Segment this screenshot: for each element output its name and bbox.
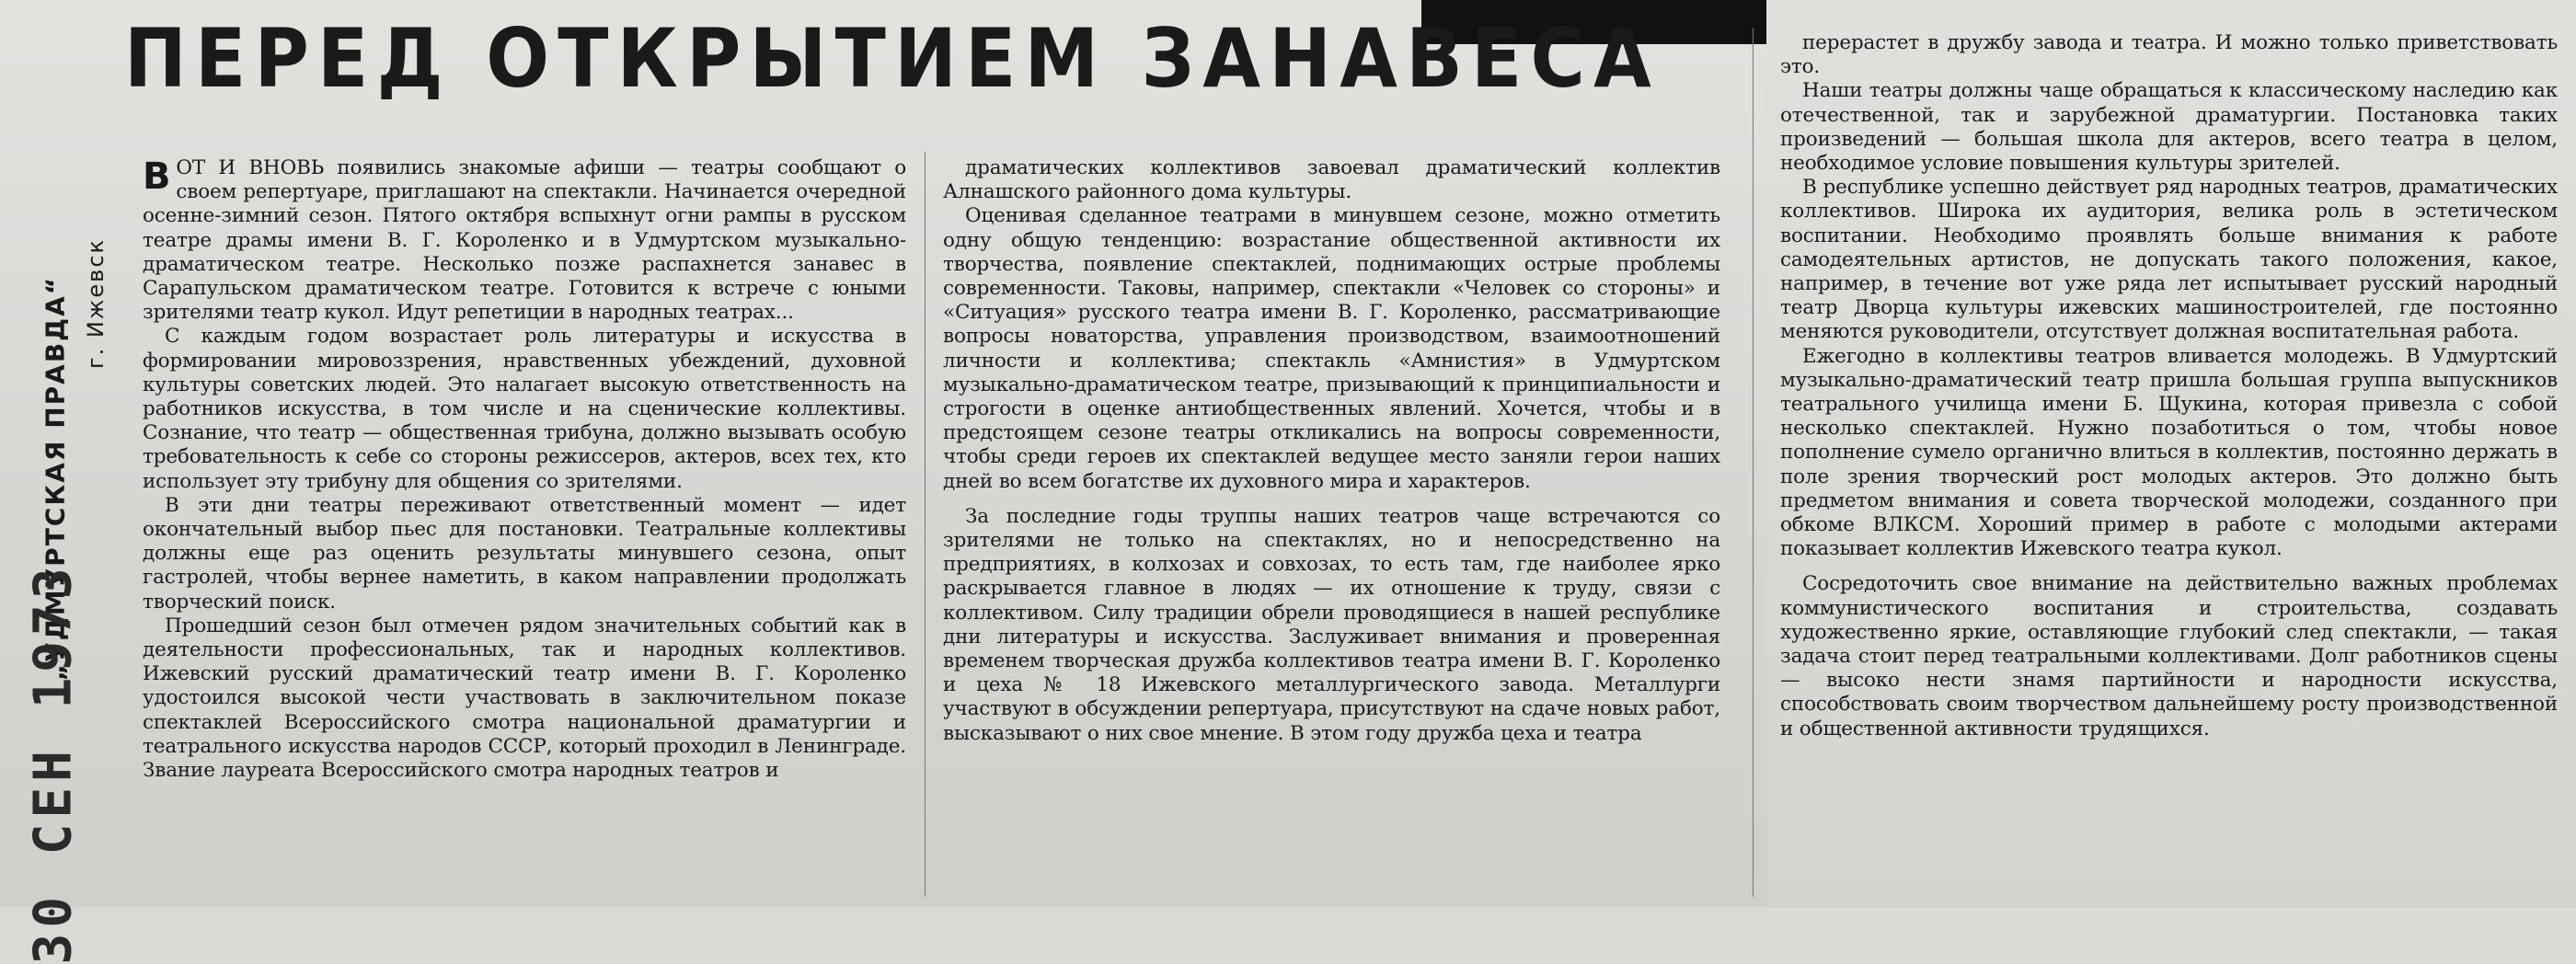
- paragraph: драматических коллективов завоевал драматический коллектив Алнашского районного дома культуры.: [943, 156, 1720, 204]
- paragraph-gap: [1780, 561, 2558, 572]
- paragraph-text: ОТ И ВНОВЬ появились знакомые афиши — театры сообщают о своем репертуаре, приглашают на спектакли. Начинается очередной осенне-зимний сезон. Пятого октября вспыхнут огни рампы в русском театре драмы имени В. Г. Короленко и в Удмуртском музыкально-драматическом театре. Несколько позже распахнется занавес в Сарапульском драматическом театре. Готовится к встрече с юными зрителями театр кукол. Идут репетиции в народных театрах...: [143, 156, 906, 325]
- paragraph: С каждым годом возрастает роль литературы и искусства в формировании мировоззрения, нравственных убеждений, духовной культуры советских людей. Это налагает высокую ответственность на работников искусства, в том числе и на сценические коллективы. Сознание, что театр — общественная трибуна, должно вызывать особую требовательность к себе со стороны режиссеров, актеров, всех тех, кто использует эту трибуну для общения со зрителями.: [143, 325, 906, 493]
- paragraph: [143, 156, 906, 325]
- paragraph: За последние годы труппы наших театров чаще встречаются со зрителями не только на спектаклях, но и непосредственно на предприятиях, в колхозах и совхозах, то есть там, где наиболее ярко раскрывается главное в людях — их отношение к труду, связи с коллективом. Силу традиции обрели проводящиеся в нашей республике дни литературы и искусства. Заслуживает внимания и проверенная временем творческая дружба коллективов театра имени В. Г. Короленко и цеха № 18 Ижевского металлургического завода. Металлурги участвуют в обсуждении репертуара, присутствуют на сдаче новых работ, высказывают о них свое мнение. В этом году дружба цеха и театра: [943, 504, 1720, 745]
- column-divider-1: [925, 152, 926, 897]
- date-stamp: 30 СЕН 1973: [23, 562, 84, 964]
- drop-cap: В: [143, 155, 171, 198]
- paragraph: Оценивая сделанное театрами в минувшем сезоне, можно отметить одну общую тенденцию: возрастание общественной активности их творчества, появление спектаклей, поднимающих острые проблемы современности. Таковы, например, спектакли «Человек со стороны» и «Ситуация» русского театра имени В. Г. Короленко, рассматривающие вопросы новаторства, управления производством, взаимоотношений личности и коллектива; спектакль «Амнистия» в Удмуртском музыкально-драматическом театре, призывающий к принципиальности и строгости в оценке антиобщественных явлений. Хочется, чтобы и в предстоящем сезоне театры откликались на вопросы современности, чтобы среди героев их спектаклей ведущее место заняли герои наших дней во всем богатстве их духовного мира и характеров.: [943, 204, 1720, 493]
- paragraph: Ежегодно в коллективы театров вливается молодежь. В Удмуртский музыкально-драматический театр пришла большая группа выпускников театрального училища имени Б. Щукина, которая привезла с собой несколько спектаклей. Нужно позаботиться о том, чтобы новое пополнение сумело органично влиться в коллектив, постоянно держать в поле зрения творческий рост молодых актеров. Это должно быть предметом внимания и совета творческой молодежи, созданного при обкоме ВЛКСМ. Хороший пример в работе с молодыми актерами показывает коллектив Ижевского театра кукол.: [1780, 344, 2558, 561]
- paragraph: Наши театры должны чаще обращаться к классическому наследию как отечественной, так и зарубежной драматургии. Постановка таких произведений — большая школа для актеров, всего театра в целом, необходимое условие повышения культуры зрителей.: [1780, 79, 2558, 176]
- article-column-2: [943, 156, 1720, 746]
- newspaper-name: „УДМУРТСКАЯ ПРАВДА“: [40, 275, 71, 682]
- article-headline: ПЕРЕД ОТКРЫТИЕМ ЗАНАВЕСА: [124, 11, 1660, 106]
- article-column-1: [143, 156, 906, 783]
- paragraph: Сосредоточить свое внимание на действительно важных проблемах коммунистического воспитания и строительства, создавать художественно яркие, оставляющие глубокий след спектакли, — такая задача стоит перед театральными коллективами. Долг работников сцены — высоко нести знамя партийности и народности искусства, способствовать своим творчеством дальнейшему росту производственной и общественной активности трудящихся.: [1780, 572, 2558, 740]
- paragraph: перерастет в дружбу завода и театра. И можно только приветствовать это.: [1780, 31, 2558, 79]
- article-column-3: [1780, 31, 2558, 741]
- left-margin: [0, 0, 110, 964]
- paragraph-gap: [943, 494, 1720, 505]
- paragraph: Прошедший сезон был отмечен рядом значительных событий как в деятельности профессиональных, так и народных коллективов. Ижевский русский драматический театр имени В. Г. Короленко удостоился высокой чести участвовать в заключительном показе спектаклей Всероссийского смотра национальной драматургии и театрального искусства народов СССР, который проходил в Ленинграде. Звание лауреата Всероссийского смотра народных театров и: [143, 614, 906, 783]
- paragraph: В республике успешно действует ряд народных театров, драматических коллективов. Широка их аудитория, велика роль в эстетическом воспитании. Необходимо проявлять больше внимания к работе самодеятельных артистов, не допускать такого положения, какое, например, в течение вот уже ряда лет испытывает русский народный театр Дворца культуры ижевских машиностроителей, где постоянно меняются руководители, отсутствует должная воспитательная работа.: [1780, 176, 2558, 344]
- paragraph: В эти дни театры переживают ответственный момент — идет окончательный выбор пьес для постановки. Театральные коллективы должны еще раз оценить результаты минувшего сезона, опыт гастролей, чтобы вернее наметить, в каком направлении продолжать творческий поиск.: [143, 493, 906, 614]
- newspaper-city: г. Ижевск: [83, 237, 109, 370]
- column-divider-2: [1753, 28, 1754, 897]
